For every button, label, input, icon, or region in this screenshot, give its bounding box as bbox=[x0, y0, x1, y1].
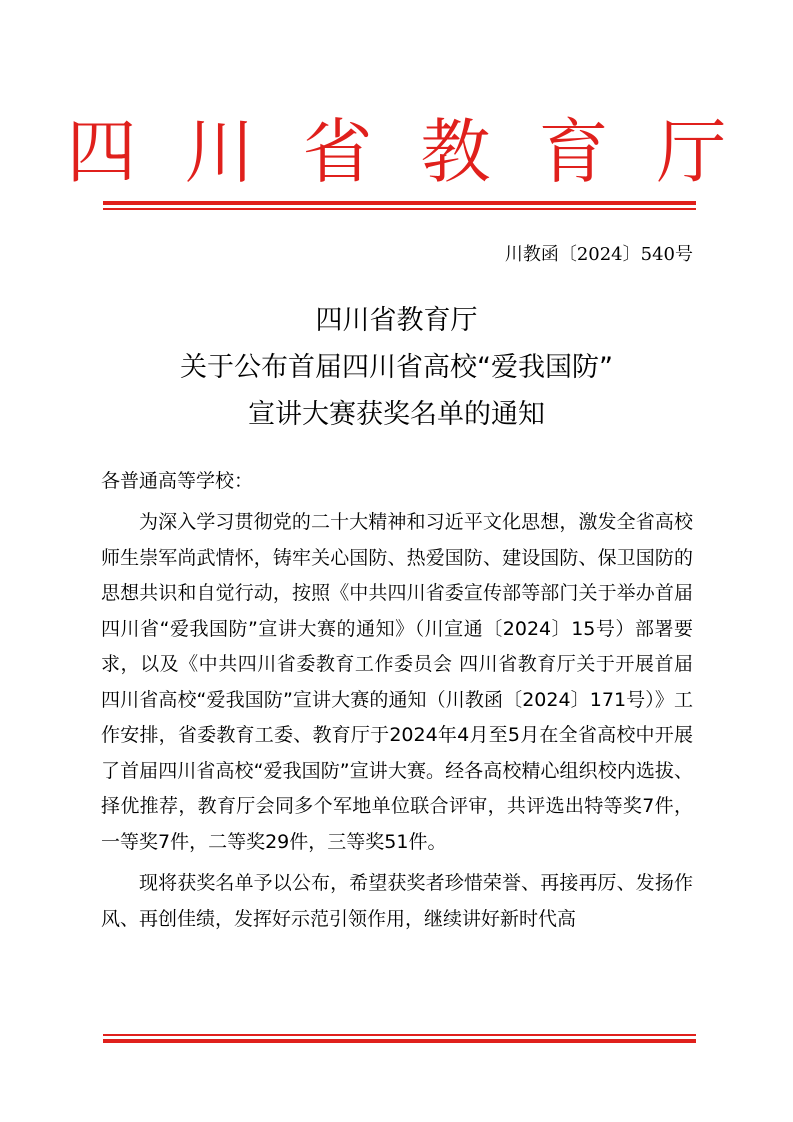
issuer-header: 四川省教育厅 bbox=[66, 111, 775, 193]
recipient-line: 各普通高等学校： bbox=[101, 470, 254, 492]
document-number: 川教函〔2024〕540号 bbox=[504, 244, 693, 265]
document-title-line-3: 宣讲大赛获奖名单的通知 bbox=[248, 399, 545, 430]
footer-rule-thick bbox=[103, 1039, 696, 1043]
body-paragraph-2: 现将获奖名单予以公布，希望获奖者珍惜荣誉、再接再厉、发扬作风、再创佳绩，发挥好示范引领作用，继续讲好新时代高 bbox=[101, 872, 693, 930]
footer-rule-thin bbox=[103, 1034, 696, 1036]
body-paragraph-1: 为深入学习贯彻党的二十大精神和习近平文化思想，激发全省高校师生崇军尚武情怀，铸牢关心国防、热爱国防、建设国防、保卫国防的思想共识和自觉行动，按照《中共四川省委宣传部等部门关于举办首届四川省“爱我国防”宣讲大赛的通知》（川宣通〔2024〕15号）部署要求，以及《中共四川省委教育工作委员会 四川省教育厅关于开展首届四川省高校“爱我国防”宣讲大赛的通知（川教函〔2024〕171号）》工作安排，省委教育工委、教育厅于2024年4月至5月在全省高校中开展了首届四川省高校“爱我国防”宣讲大赛。经各高校精心组织校内选拔、择优推荐，教育厅会同多个军地单位联合评审，共评选出特等奖7件，一等奖7件，二等奖29件，三等奖51件。 bbox=[101, 511, 693, 853]
document-title-line-2: 关于公布首届四川省高校“爱我国防” bbox=[180, 352, 613, 383]
document-title-line-1: 四川省教育厅 bbox=[315, 305, 478, 336]
body-text bbox=[101, 505, 693, 937]
header-rule-thick bbox=[103, 201, 696, 205]
header-rule-thin bbox=[103, 208, 696, 210]
